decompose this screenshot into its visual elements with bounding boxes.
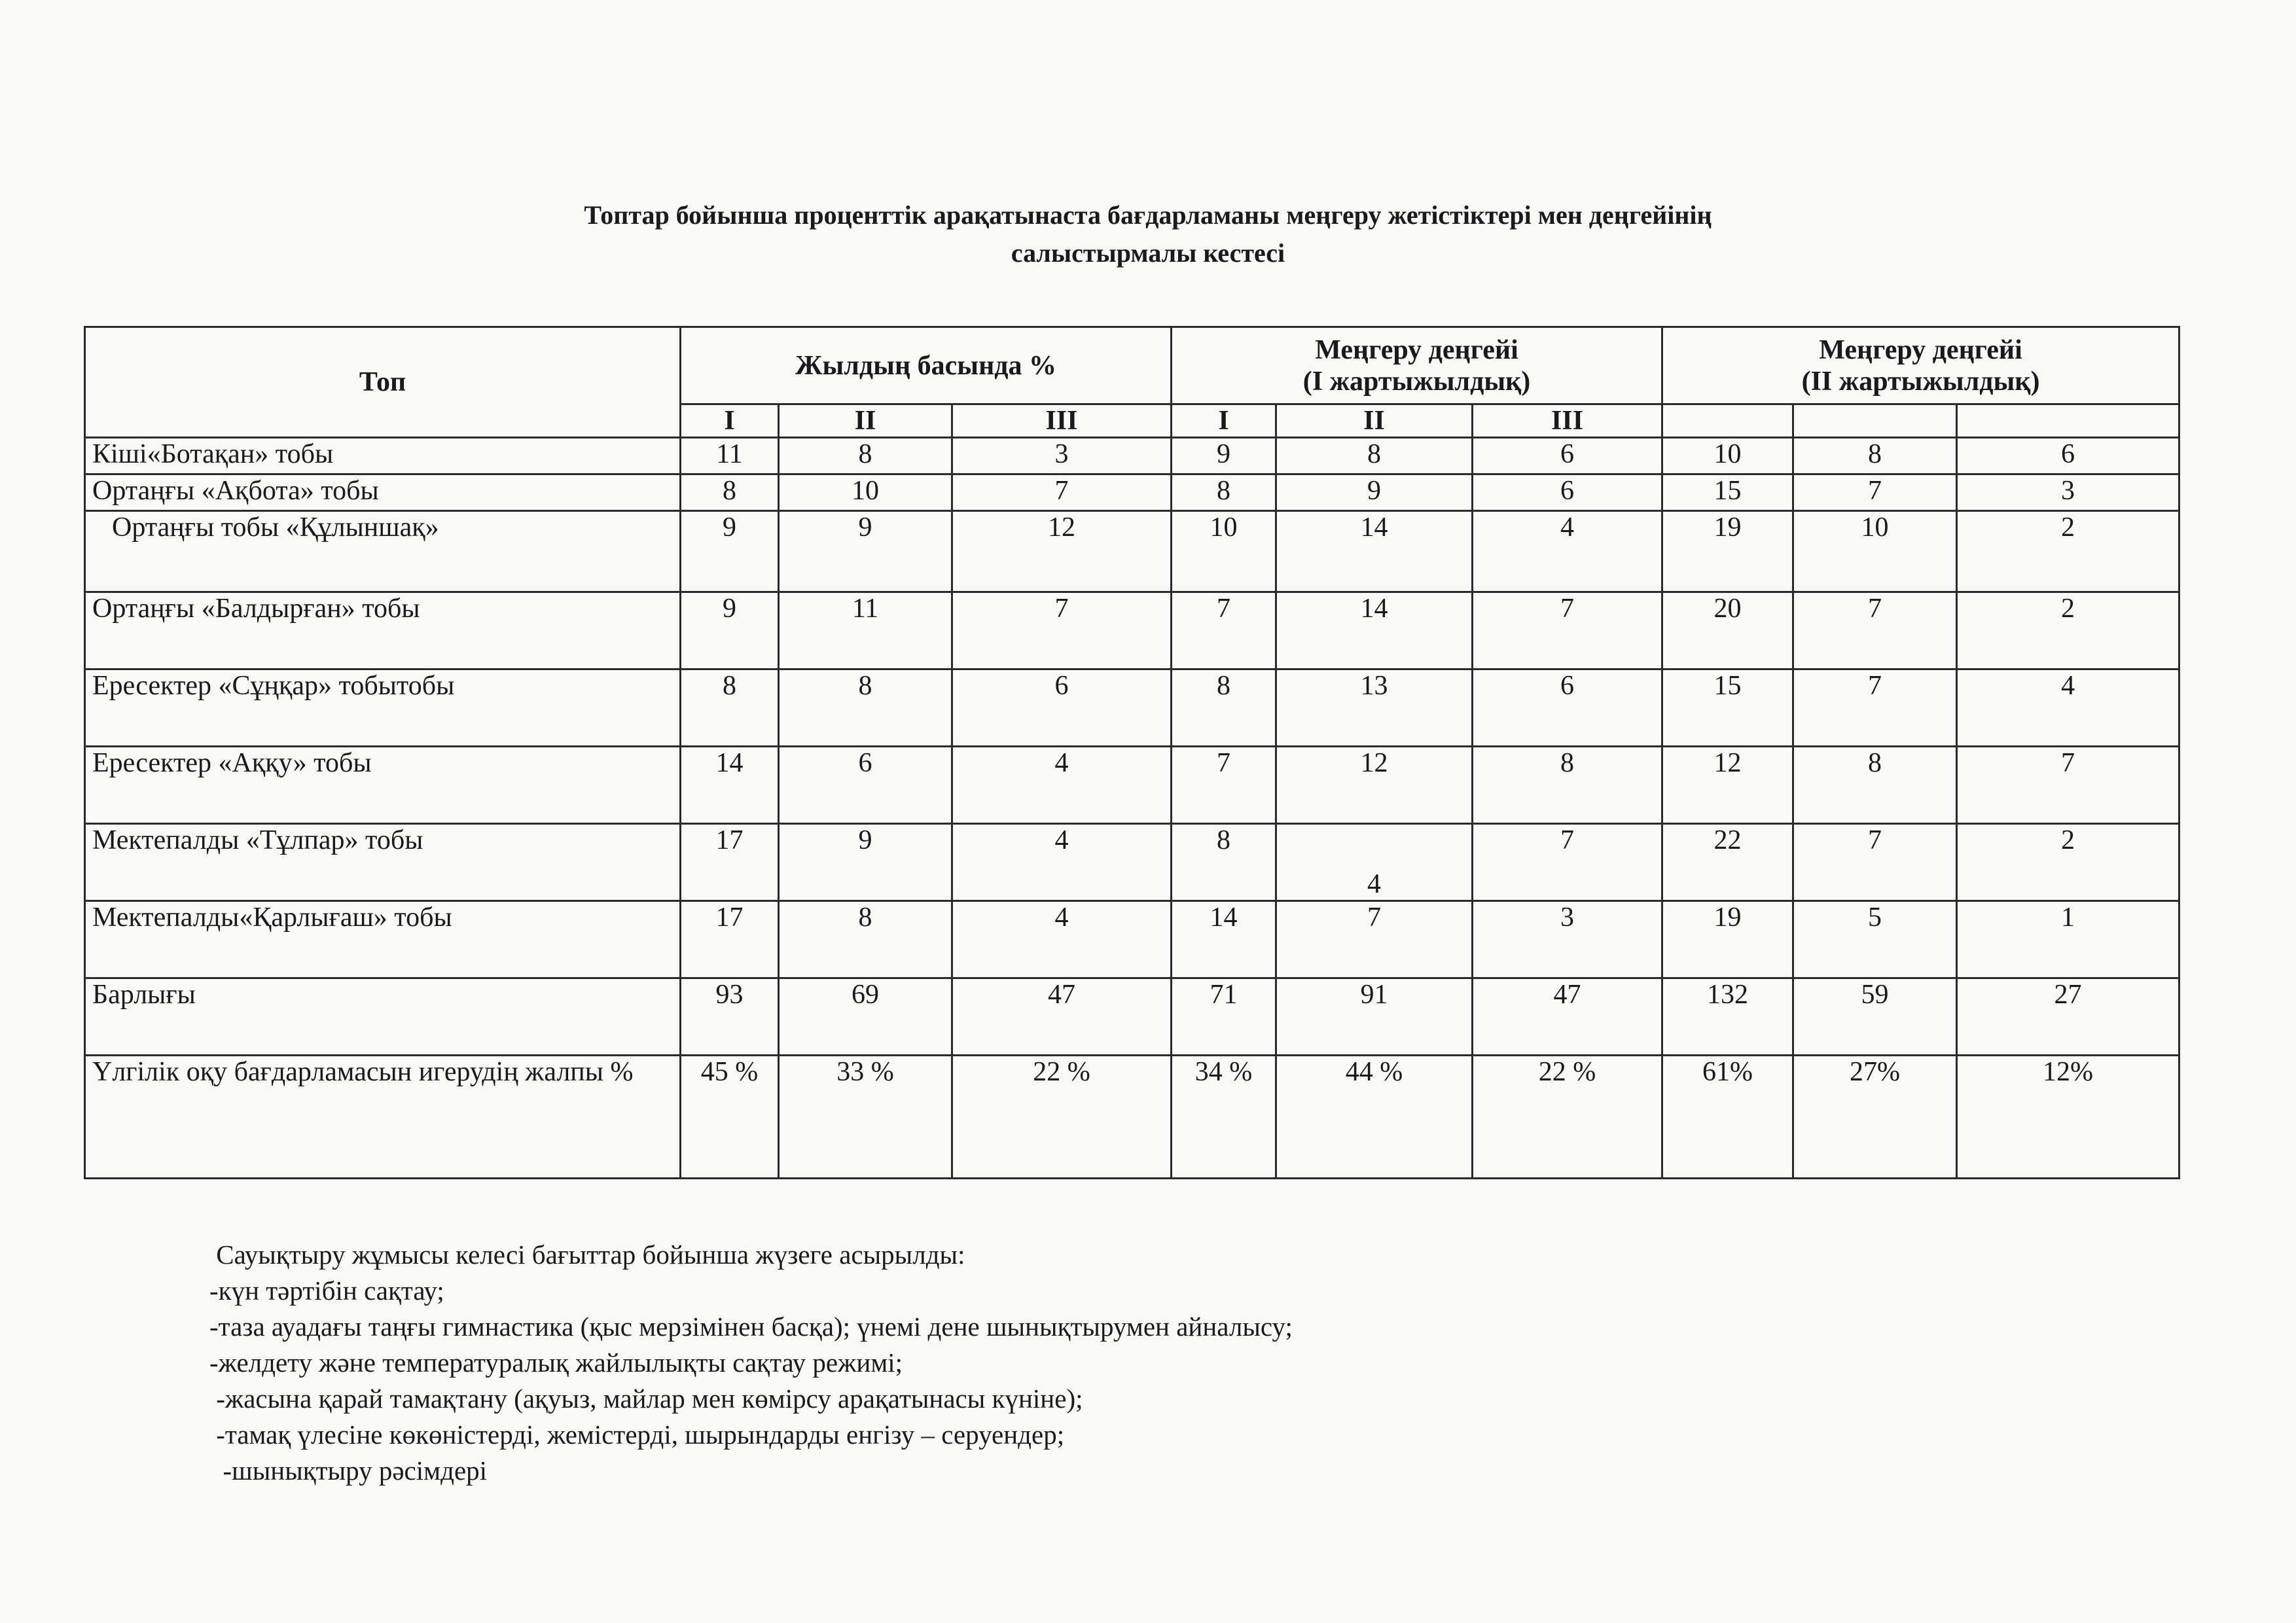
row-cell: 3	[1473, 901, 1662, 978]
notes-item: -тамақ үлесіне көкөністерді, жемістерді, шырындарды енгізу – серуендер;	[209, 1419, 1065, 1450]
row-cell: 1	[1957, 901, 2179, 978]
row-cell: 8	[1276, 438, 1473, 474]
row-cell: 13	[1276, 669, 1473, 747]
row-cell: 6	[779, 747, 952, 824]
table-row	[85, 511, 2179, 592]
row-cell: 12	[952, 511, 1172, 592]
row-cell: 22 %	[952, 1056, 1172, 1179]
row-cell: 12%	[1957, 1056, 2179, 1179]
row-cell: 22 %	[1473, 1056, 1662, 1179]
row-cell: 15	[1662, 669, 1793, 747]
row-cell: 2	[1957, 824, 2179, 901]
row-cell: 7	[952, 592, 1172, 669]
row-cell: 8	[1172, 474, 1276, 511]
header-half2-line2: (II жартыжылдық)	[1801, 366, 2040, 397]
row-cell: 12	[1662, 747, 1793, 824]
row-cell: 17	[681, 824, 779, 901]
row-cell: 8	[1473, 747, 1662, 824]
row-cell: 6	[1473, 438, 1662, 474]
header-group: Топ	[85, 327, 681, 438]
row-cell: 14	[1276, 592, 1473, 669]
row-cell: 27	[1957, 978, 2179, 1056]
row-cell: 11	[681, 438, 779, 474]
row-cell: 7	[1793, 669, 1957, 747]
row-cell: 9	[1276, 474, 1473, 511]
header-half1-line2: (I жартыжылдық)	[1302, 366, 1531, 397]
subheader-cell: II	[779, 404, 952, 438]
row-cell: 71	[1172, 978, 1276, 1056]
row-cell: 14	[1172, 901, 1276, 978]
row-cell: 14	[1276, 511, 1473, 592]
row-cell: 7	[1793, 592, 1957, 669]
subheader-cell: II	[1276, 404, 1473, 438]
row-cell: 4	[952, 901, 1172, 978]
row-cell: 11	[779, 592, 952, 669]
document-title	[0, 196, 2296, 272]
row-group-name: Барлығы	[85, 978, 681, 1056]
notes-item: -күн тәртібін сақтау;	[209, 1275, 444, 1306]
row-cell: 10	[1172, 511, 1276, 592]
row-cell: 7	[1473, 824, 1662, 901]
row-cell: 8	[779, 669, 952, 747]
row-cell: 15	[1662, 474, 1793, 511]
row-cell: 8	[1793, 438, 1957, 474]
row-cell: 132	[1662, 978, 1793, 1056]
notes-item: -желдету және температуралық жайлылықты сақтау режимі;	[209, 1347, 903, 1378]
table-row	[85, 901, 2179, 978]
row-cell: 4	[952, 824, 1172, 901]
row-cell: 6	[1473, 474, 1662, 511]
row-cell: 22	[1662, 824, 1793, 901]
subheader-cell: I	[681, 404, 779, 438]
comparison-table	[84, 326, 2180, 1179]
row-group-name: Мектепалды «Тұлпар» тобы	[85, 824, 681, 901]
row-cell: 9	[681, 511, 779, 592]
row-cell: 9	[779, 824, 952, 901]
row-cell: 17	[681, 901, 779, 978]
row-group-name: Үлгілік оқу бағдарламасын игерудің жалпы %	[85, 1056, 681, 1179]
header-half1-line1: Меңгеру деңгейі	[1315, 334, 1518, 365]
row-cell: 5	[1793, 901, 1957, 978]
row-cell: 3	[1957, 474, 2179, 511]
notes-item: -шынықтыру рәсімдері	[209, 1455, 488, 1486]
row-cell: 14	[681, 747, 779, 824]
row-cell: 93	[681, 978, 779, 1056]
row-cell: 12	[1276, 747, 1473, 824]
table-row	[85, 747, 2179, 824]
table-row	[85, 824, 2179, 901]
header-row	[85, 327, 2179, 404]
row-cell: 8	[1172, 669, 1276, 747]
row-cell: 34 %	[1172, 1056, 1276, 1179]
row-cell: 7	[1473, 592, 1662, 669]
row-cell: 47	[952, 978, 1172, 1056]
row-cell: 7	[1172, 747, 1276, 824]
row-cell: 9	[1172, 438, 1276, 474]
row-cell: 8	[681, 669, 779, 747]
row-cell: 7	[1276, 901, 1473, 978]
notes-intro: Сауықтыру жұмысы келесі бағыттар бойынша жүзеге асырылды:	[209, 1240, 965, 1270]
subheader-cell: III	[1473, 404, 1662, 438]
row-cell: 47	[1473, 978, 1662, 1056]
header-half1	[1172, 327, 1662, 404]
notes-item: -таза ауадағы таңғы гимнастика (қыс мерзімінен басқа); үнемі дене шынықтырумен айналысу;	[209, 1311, 1293, 1342]
table-row	[85, 438, 2179, 474]
row-cell: 8	[779, 901, 952, 978]
row-cell: 8	[1172, 824, 1276, 901]
row-cell: 8	[779, 438, 952, 474]
row-cell: 59	[1793, 978, 1957, 1056]
row-cell: 4	[1957, 669, 2179, 747]
row-cell: 3	[952, 438, 1172, 474]
row-group-name: Кіші«Ботақан» тобы	[85, 438, 681, 474]
row-cell: 61%	[1662, 1056, 1793, 1179]
row-cell: 7	[952, 474, 1172, 511]
row-cell: 69	[779, 978, 952, 1056]
row-cell: 27%	[1793, 1056, 1957, 1179]
row-cell: 91	[1276, 978, 1473, 1056]
header-start: Жылдың басында %	[681, 327, 1172, 404]
table-row	[85, 669, 2179, 747]
notes-section	[209, 1237, 1911, 1489]
row-cell: 8	[681, 474, 779, 511]
header-half2	[1662, 327, 2179, 404]
row-cell: 7	[1172, 592, 1276, 669]
row-cell: 20	[1662, 592, 1793, 669]
row-cell: 6	[1473, 669, 1662, 747]
table-row	[85, 978, 2179, 1056]
row-cell: 45 %	[681, 1056, 779, 1179]
header-half2-line1: Меңгеру деңгейі	[1819, 334, 2022, 365]
row-cell: 9	[681, 592, 779, 669]
row-cell: 2	[1957, 511, 2179, 592]
row-cell: 4	[1276, 824, 1473, 901]
table-row	[85, 592, 2179, 669]
subheader-cell	[1793, 404, 1957, 438]
row-cell: 19	[1662, 901, 1793, 978]
subheader-cell	[1662, 404, 1793, 438]
row-cell: 6	[1957, 438, 2179, 474]
row-group-name: Ортаңғы «Балдырған» тобы	[85, 592, 681, 669]
row-cell: 7	[1957, 747, 2179, 824]
table-row	[85, 474, 2179, 511]
title-line-1: Топтар бойынша проценттік арақатынаста бағдарламаны меңгеру жетістіктері мен деңгейінің	[584, 200, 1712, 230]
row-group-name: Ортаңғы «Ақбота» тобы	[85, 474, 681, 511]
row-cell: 10	[779, 474, 952, 511]
row-group-name: Мектепалды«Қарлығаш» тобы	[85, 901, 681, 978]
row-group-name: Ортаңғы тобы «Құлыншақ»	[85, 511, 681, 592]
subheader-cell	[1957, 404, 2179, 438]
row-cell: 19	[1662, 511, 1793, 592]
subheader-cell: III	[952, 404, 1172, 438]
row-group-name: Ересектер «Аққу» тобы	[85, 747, 681, 824]
notes-item: -жасына қарай тамақтану (ақуыз, майлар мен көмірсу арақатынасы күніне);	[209, 1383, 1083, 1414]
row-cell: 7	[1793, 474, 1957, 511]
row-cell: 4	[1473, 511, 1662, 592]
row-cell: 2	[1957, 592, 2179, 669]
row-cell: 44 %	[1276, 1056, 1473, 1179]
row-group-name: Ересектер «Сұңқар» тобытобы	[85, 669, 681, 747]
row-cell: 33 %	[779, 1056, 952, 1179]
row-cell: 10	[1793, 511, 1957, 592]
row-cell: 7	[1793, 824, 1957, 901]
row-cell: 8	[1793, 747, 1957, 824]
row-cell: 10	[1662, 438, 1793, 474]
row-cell: 6	[952, 669, 1172, 747]
row-cell: 9	[779, 511, 952, 592]
row-cell: 4	[952, 747, 1172, 824]
subheader-cell: I	[1172, 404, 1276, 438]
table-row	[85, 1056, 2179, 1179]
title-line-2: салыстырмалы кестесі	[1011, 238, 1285, 268]
